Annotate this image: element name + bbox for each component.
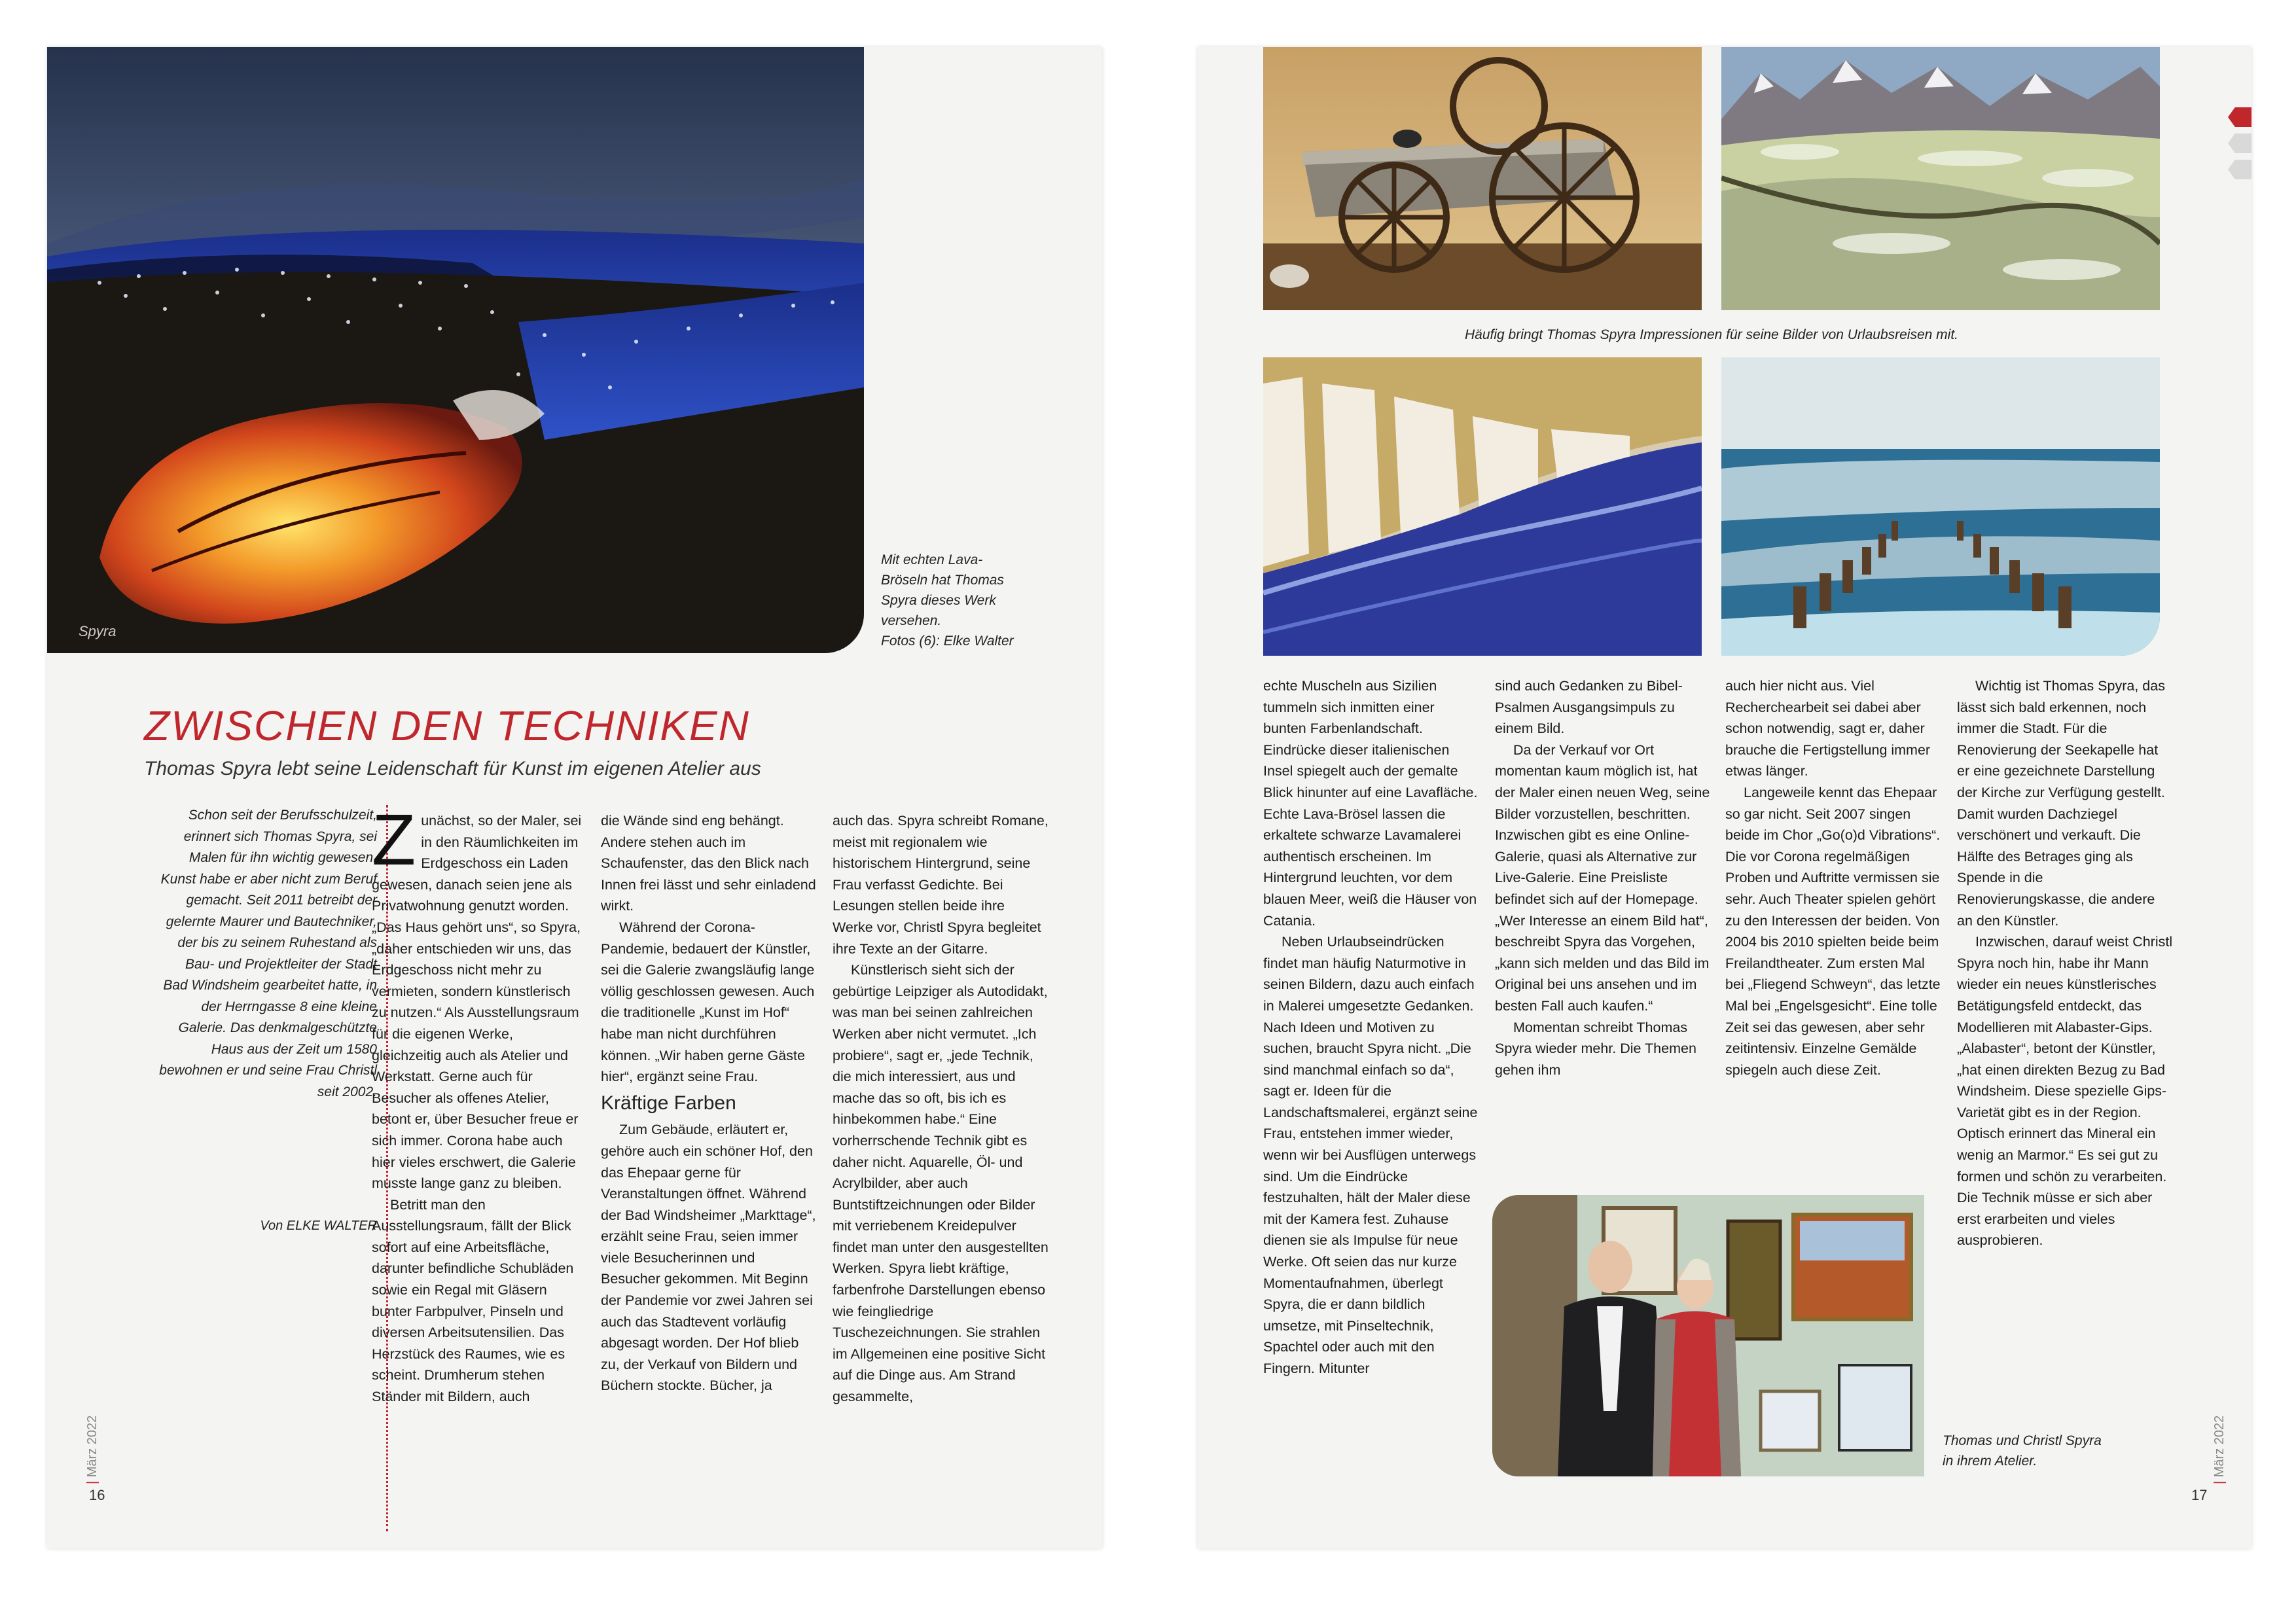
photo-credit: Fotos (6): Elke Walter: [881, 633, 1014, 649]
author-byline: Von ELKE WALTER: [260, 1219, 377, 1233]
painting-signature: Spyra: [79, 623, 117, 639]
hero-caption-line: Mit echten Lava-: [881, 552, 983, 567]
issue-month: März 2022: [85, 1415, 99, 1478]
section-tab[interactable]: [2228, 160, 2251, 179]
hero-caption: [881, 550, 1090, 651]
section-tab[interactable]: [2228, 134, 2251, 153]
seascape-painting-photo: [1721, 357, 2160, 656]
right-page: [1198, 47, 2251, 1548]
paragraph: Neben Urlaubseindrücken findet man häufig Naturmotive in seinen Bildern, dazu auch einfach in Malerei umgesetzte Gedanken. Nach Ideen und Motiven zu suchen, braucht Spyra nicht. „Die sind manchmal einfach so da“, sagt er. Ideen für die Landschaftsmalerei, ergänzt seine Frau, entstehen immer wieder, wenn wir bei Ausflügen unterwegs sind. Um die Eindrücke festzuhalten, hält der Maler diese mit der Kamera fest. Zuhause dienen sie als Impulse für neue Werke. Oft seien das nur kurze Momentaufnahmen, überlegt Spyra, die er dann bildlich umsetze, mit Pinseltechnik, Spachtel oder auch mit den Fingern. Mitunter: [1263, 934, 1478, 1376]
lava-painting-photo: [47, 47, 864, 653]
hero-caption-line: Spyra dieses Werk: [881, 593, 996, 608]
left-column-1: [372, 800, 585, 1408]
gallery-caption: Häufig bringt Thomas Spyra Impressionen für seine Bilder von Urlaubsreisen mit.: [1464, 327, 1958, 342]
mountain-landscape-photo: [1721, 47, 2160, 310]
right-column-4: [1957, 675, 2173, 1251]
artist-couple-photo: [1492, 1195, 1924, 1476]
article-intro: Schon seit der Berufsschulzeit, erinnert sich Thomas Spyra, sei Malen für ihn wichtig gewesen. Kunst habe er aber nicht zum Beruf gemacht. Seit 2011 betreibt der gelernte Maurer und Bautechniker, der bis zu seinem Ruhestand als Bau- und Projektleiter der Stadt Bad Windsheim gearbeitet hatte, in der Herrngasse 8 eine kleine Galerie. Das denkmalgeschützte Haus aus der Zeit um 1580 bewohnen er und seine Frau Christl seit 2002.: [159, 808, 377, 1099]
wagon-painting-photo: [1263, 47, 1702, 310]
paragraph: die Wände sind eng behängt. Andere stehen auch im Schaufenster, das den Blick nach Innen frei lässt und sehr einladend wirkt.: [601, 813, 816, 914]
issue-month: März 2022: [2212, 1415, 2227, 1478]
section-heading: Kräftige Farben: [601, 1092, 736, 1114]
paragraph: Momentan schreibt Thomas Spyra wieder mehr. Die Themen gehen ihm: [1495, 1019, 1696, 1078]
white-cliffs-painting-photo: [1263, 357, 1702, 656]
hero-caption-line: Bröseln hat Thomas: [881, 573, 1004, 588]
paragraph: Künstlerisch sieht sich der gebürtige Leipziger als Autodidakt, was man bei seinen zahlreichen Werken aber nicht vermutet. „Ich probiere“, sagt er, „jede Technik, die mich interessiert, aus und mache das so oft, bis ich es hinbekommen habe.“ Eine vorherrschende Technik gibt es daher nicht. Aquarelle, Öl- und Acrylbilder, aber auch Buntstiftzeichnungen oder Bilder mit verriebenem Kreidepulver findet man unter den ausgestellten Werken. Spyra liebt kräftige, farbenfrohe Darstellungen ebenso wie feingliedrige Tuschezeichnungen. Sie strahlen im Allgemeinen eine positive Sicht auf die Dinge aus. Am Strand gesammelte,: [833, 962, 1049, 1405]
right-column-2: [1495, 675, 1711, 1080]
article-subtitle: Thomas Spyra lebt seine Leidenschaft für Kunst im eigenen Atelier aus: [144, 758, 761, 779]
page-number: 16: [89, 1487, 105, 1503]
paragraph: echte Muscheln aus Sizilien tummeln sich inmitten einer bunten Farbenlandschaft. Eindrücke dieser italienischen Insel spiegelt auch der gemalte Blick hinunter auf eine Lavafläche. Echte Lava-Brösel lassen die erkaltete schwarze Lavamalerei authentisch erscheinen. Im Hintergrund leuchten, vor dem blauen Meer, weiß die Häuser von Catania.: [1263, 678, 1478, 929]
paragraph: Inzwischen, darauf weist Christl Spyra noch hin, habe ihr Mann wieder ein neues künstlerisches Betätigungsfeld entdeckt, das Modellieren mit Alabaster-Gips. „Alabaster“, betont der Künstler, „hat einen direkten Bezug zu Bad Windsheim. Diese spezielle Gips-Varietät gibt es in der Region. Optisch erinnert das Mineral ein wenig an Marmor.“ Es sei gut zu formen und schön zu verarbeiten. Die Technik müsse er sich aber erst erarbeiten und vieles ausprobieren.: [1957, 934, 2173, 1249]
paragraph-text: unächst, so der Maler, sei in den Räumlichkeiten im Erdgeschoss ein Laden gewesen, danach seien jene als Privatwohnung genutzt worden. „Das Haus gehört uns“, so Spyra, „daher entschieden wir uns, das Erdgeschoss nicht mehr zu vermieten, sondern künstlerisch zu nutzen.“ Als Ausstellungsraum für die eigenen Werke, gleichzeitig auch als Atelier und Werkstatt. Gerne auch für Besucher als offenes Atelier, betont er, über Besucher freue er sich immer. Corona habe auch hier vieles erschwert, die Galerie musste lange ganz zu bleiben.: [372, 813, 582, 1192]
paragraph: auch das. Spyra schreibt Romane, meist mit regionalem wie historischem Hintergrund, seine Frau verfasst Gedichte. Bei Lesungen stellen beide ihre Werke vor, Christl Spyra begleitet ihre Texte an der Gitarre.: [833, 813, 1049, 957]
portrait-caption-line: in ihrem Atelier.: [1943, 1454, 2037, 1469]
issue-month-vertical: | März 2022: [2212, 1415, 2227, 1484]
hero-caption-line: versehen.: [881, 613, 942, 628]
paragraph: sind auch Gedanken zu Bibel-Psalmen Ausgangsimpuls zu einem Bild.: [1495, 678, 1683, 737]
issue-month-vertical: | März 2022: [85, 1415, 99, 1484]
right-column-3: [1725, 675, 1941, 1080]
drop-cap: Z: [372, 800, 416, 880]
section-tabs: [2228, 107, 2251, 186]
paragraph: Da der Verkauf vor Ort momentan kaum möglich ist, hat der Maler einen neuen Weg, seine Bilder vorzustellen, beschritten. Inzwischen gibt es eine Online-Galerie, quasi als Alternative zur Live-Galerie. Eine Preisliste befindet sich auf der Homepage. „Wer Interesse an einem Bild hat“, beschreibt Spyra das Vorgehen, „kann sich melden und das Bild im Original bei uns ansehen und im besten Fall auch kaufen.“: [1495, 741, 1710, 1014]
article-title: ZWISCHEN DEN TECHNIKEN: [144, 702, 750, 749]
section-tab-active[interactable]: [2228, 107, 2251, 127]
left-page: [47, 47, 1102, 1548]
paragraph: Betritt man den Ausstellungsraum, fällt der Blick sofort auf eine Arbeitsfläche, darunter befindliche Schubläden sowie ein Regal mit Gläsern bunter Farbpulver, Pinseln und diversen Arbeitsutensilien. Das Herzstück des Raumes, wie es scheint. Drumherum stehen Ständer mit Bildern, auch: [372, 1196, 574, 1405]
portrait-caption-line: Thomas und Christl Spyra: [1943, 1433, 2102, 1448]
paragraph: Zum Gebäude, erläutert er, gehöre auch ein schöner Hof, den das Ehepaar gerne für Veranstaltungen öffnet. Während der Bad Windsheimer „Markttage“, erzählt seine Frau, seien immer viele Besucherinnen und Besucher gekommen. Mit Beginn der Pandemie vor zwei Jahren sei auch das Stadtevent vorläufig abgesagt worden. Der Hof blieb zu, der Verkauf von Bildern und Büchern stockte. Bücher, ja: [601, 1122, 816, 1394]
page-number: 17: [2191, 1487, 2208, 1503]
left-column-3: [833, 810, 1049, 1408]
paragraph: Langeweile kennt das Ehepaar so gar nicht. Seit 2007 singen beide im Chor „Go(o)d Vibrations“. Die vor Corona regelmäßigen Proben und Auftritte vermissen sie sehr. Auch Theater spielen gehört zu den Interessen der beiden. Von 2004 bis 2010 spielten beide beim Freilandtheater. Zum ersten Mal bei „Fliegend Schweyn“, das letzte Mal bei „Engelsgesicht“. Eine tolle Zeit sei das gewesen, aber sehr zeitintensiv. Einzelne Gemälde spiegeln auch diese Zeit.: [1725, 784, 1941, 1078]
right-column-1: [1263, 675, 1479, 1380]
left-column-2: [601, 810, 817, 1397]
paragraph: Während der Corona-Pandemie, bedauert der Künstler, sei die Galerie zwangsläufig lange völlig geschlossen gewesen. Auch die traditionelle „Kunst im Hof“ habe man nicht durchführen können. „Wir haben gerne Gäste hier“, ergänzt seine Frau.: [601, 919, 815, 1085]
paragraph: Wichtig ist Thomas Spyra, das lässt sich bald erkennen, noch immer die Stadt. Für die Renovierung der Seekapelle hat er eine gezeichnete Darstellung der Kirche zur Verfügung gestellt. Damit wurden Dachziegel verschönert und verkauft. Die Hälfte des Betrages ging als Spende in die Renovierungskasse, die andere an den Künstler.: [1957, 678, 2165, 929]
paragraph: auch hier nicht aus. Viel Recherchearbeit sei dabei aber schon notwendig, sagt er, daher brauche die Fertigstellung immer etwas länger.: [1725, 678, 1931, 779]
portrait-caption: [1943, 1431, 2159, 1471]
paragraph: [372, 800, 585, 1194]
